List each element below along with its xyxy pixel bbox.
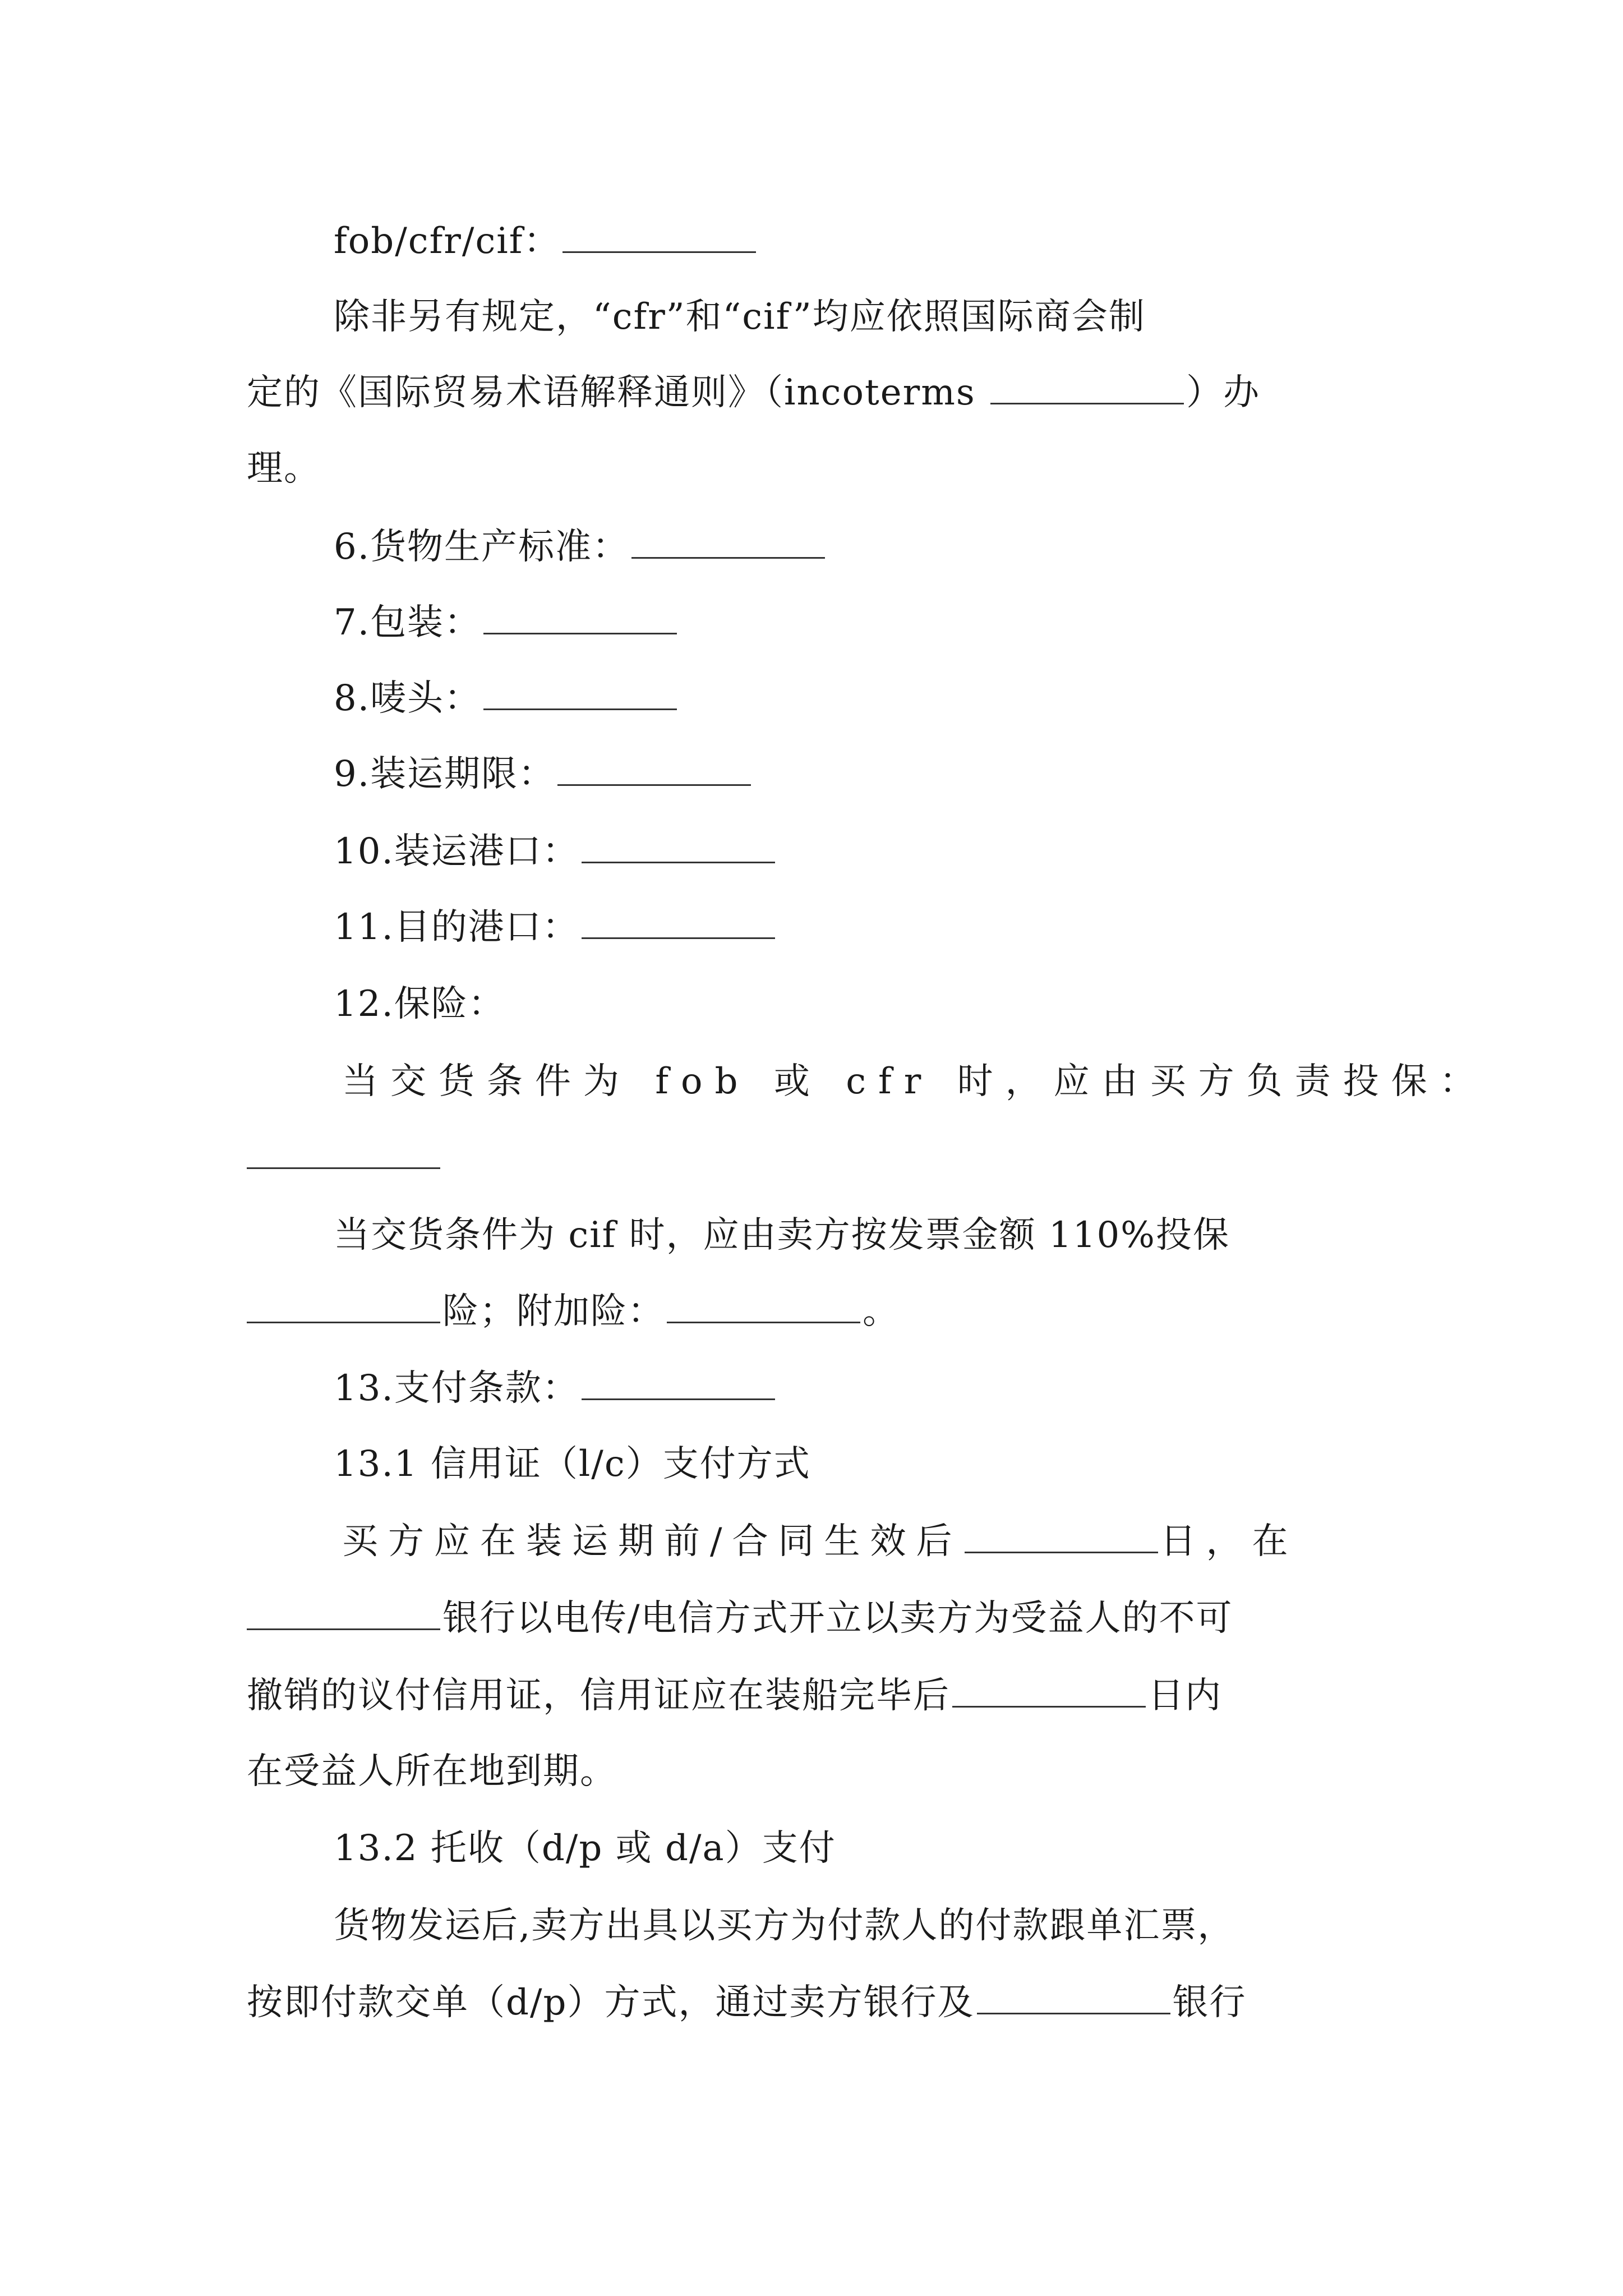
- paragraph-line: [334, 1213, 1230, 1258]
- clause-trade-terms: [334, 219, 758, 264]
- paragraph-text: 撤销的议付信用证，信用证应在装船完毕后: [247, 1675, 950, 1717]
- paragraph-text: 日，在: [1160, 1521, 1298, 1562]
- paragraph-line: [247, 1596, 1233, 1641]
- paragraph-text: 当交货条件为 cif 时，应由卖方按发票金额 110%投保: [334, 1214, 1230, 1256]
- paragraph-text: ）办: [1186, 372, 1261, 413]
- paragraph-text: 。: [863, 1291, 900, 1332]
- paragraph-line: [342, 1059, 1488, 1104]
- fill-blank[interactable]: [562, 220, 756, 253]
- paragraph-text: 按即付款交单（d/p）方式，通过卖方银行及: [247, 1982, 975, 2023]
- paragraph-text: 除非另有规定，“cfr”和“cif”均应依照国际商会制: [334, 296, 1146, 338]
- paragraph-text: 货物发运后,卖方出具以买方为付款人的付款跟单汇票，: [334, 1905, 1235, 1947]
- paragraph-text: 定的《国际贸易术语解释通则》（incoterms: [247, 372, 989, 413]
- paragraph-line: [247, 446, 321, 491]
- paragraph-text: 日内: [1148, 1675, 1222, 1717]
- subclause-collection: [334, 1826, 836, 1871]
- paragraph-line: [247, 1749, 617, 1794]
- paragraph-line: [247, 1673, 1222, 1718]
- paragraph-text: 理。: [247, 448, 321, 489]
- paragraph-text: 买方应在装运期前/合同生效后: [342, 1521, 962, 1562]
- clause-packing: [334, 600, 679, 645]
- clause-production-standard: [334, 524, 827, 569]
- clause-text: 13.1 信用证（l/c）支付方式: [334, 1443, 811, 1485]
- fill-blank[interactable]: [667, 1290, 860, 1323]
- fill-blank[interactable]: [483, 601, 677, 634]
- clause-text: 7.包装：: [334, 602, 482, 643]
- clause-shipping-mark: [334, 676, 679, 721]
- fill-blank[interactable]: [952, 1674, 1146, 1708]
- fill-blank[interactable]: [247, 1136, 440, 1169]
- clause-text: 6.货物生产标准：: [334, 526, 630, 568]
- clause-loading-port: [334, 829, 777, 874]
- paragraph-text: 银行以电传/电信方式开立以卖方为受益人的不可: [442, 1598, 1233, 1639]
- clause-payment-terms: [334, 1366, 777, 1411]
- paragraph-line: [334, 1903, 1234, 1948]
- fill-blank[interactable]: [582, 830, 775, 863]
- paragraph-text: 银行: [1172, 1982, 1247, 2023]
- fill-blank[interactable]: [631, 526, 825, 559]
- paragraph-line: [334, 295, 1146, 339]
- fill-blank[interactable]: [977, 1981, 1170, 2014]
- fill-blank[interactable]: [247, 1597, 440, 1630]
- clause-insurance: [334, 982, 505, 1027]
- clause-text: 8.唛头：: [334, 678, 482, 719]
- clause-text: 11.目的港口：: [334, 907, 579, 948]
- paragraph-line: [247, 1289, 900, 1334]
- fill-blank[interactable]: [247, 1290, 440, 1323]
- clause-text: 13.支付条款：: [334, 1368, 579, 1409]
- clause-text: 13.2 托收（d/p 或 d/a）支付: [334, 1828, 836, 1869]
- clause-text: 12.保险：: [334, 983, 505, 1025]
- clause-text: 9.装运期限：: [334, 753, 556, 795]
- paragraph-text: 当交货条件为 fob 或 cfr 时，应由买方负责投保：: [342, 1061, 1488, 1102]
- paragraph-line: [247, 370, 1260, 415]
- fill-blank[interactable]: [557, 753, 751, 786]
- fill-blank[interactable]: [582, 906, 775, 939]
- fill-blank[interactable]: [483, 677, 677, 710]
- clause-shipment-period: [334, 752, 753, 797]
- clause-destination-port: [334, 905, 777, 950]
- clause-text: 10.装运港口：: [334, 831, 579, 872]
- fill-blank[interactable]: [582, 1367, 775, 1400]
- fill-blank[interactable]: [990, 371, 1184, 404]
- subclause-letter-of-credit: [334, 1442, 811, 1487]
- paragraph-text: 在受益人所在地到期。: [247, 1751, 617, 1792]
- paragraph-line: [342, 1519, 1298, 1564]
- paragraph-line: [247, 1980, 1247, 2025]
- fill-blank[interactable]: [965, 1520, 1158, 1553]
- clause-text: fob/cfr/cif：: [334, 220, 561, 262]
- paragraph-text: 险；附加险：: [442, 1291, 665, 1332]
- paragraph-line: [247, 1135, 442, 1180]
